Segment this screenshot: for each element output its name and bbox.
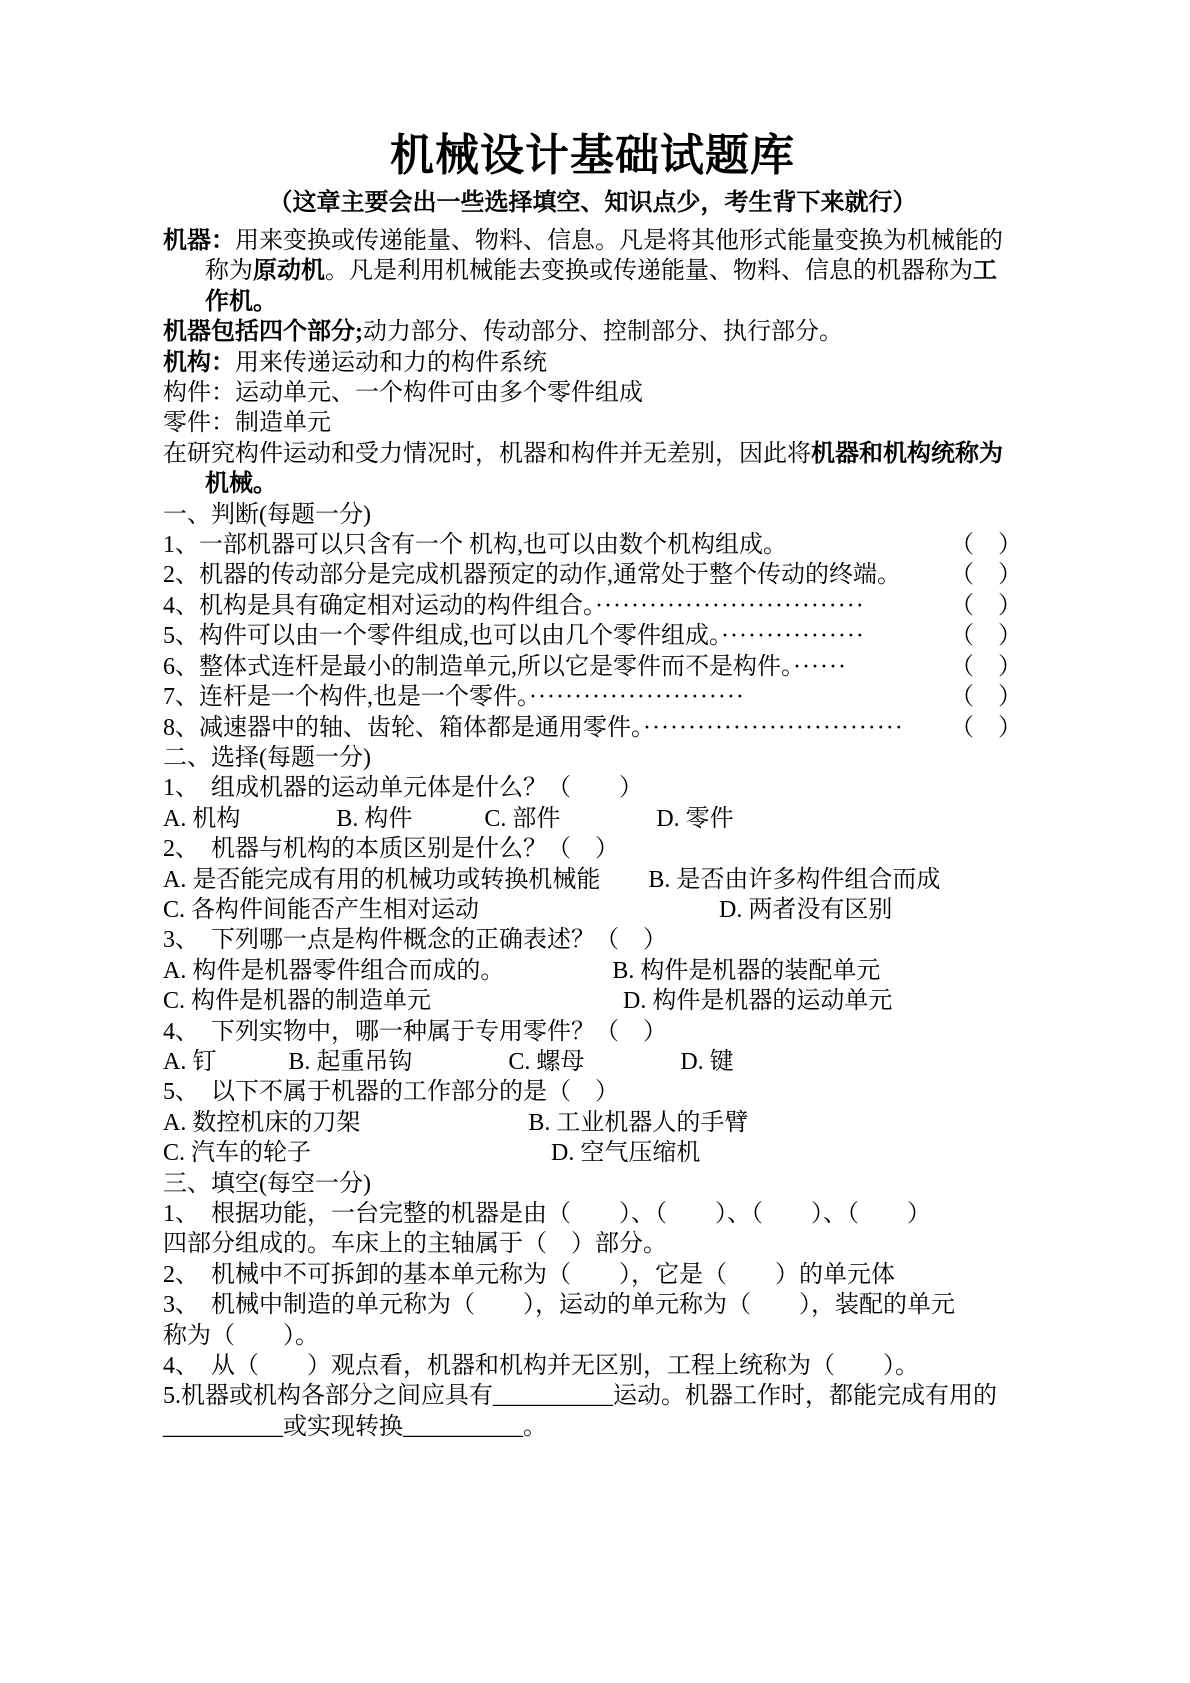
text-line (163, 1412, 1022, 1442)
text-run: 称为（ ）。 (163, 1322, 319, 1349)
line-text (163, 867, 940, 893)
question-line (163, 713, 1022, 743)
line-text (163, 682, 745, 712)
line-text (205, 289, 277, 315)
text-run: 用来变换或传递能量、物料、信息。凡是将其他形式能量变换为机械能的 (235, 228, 1003, 254)
line-text (205, 258, 997, 284)
line-text (163, 927, 667, 953)
bold-text-run: 机器： (163, 228, 235, 254)
text-line (163, 1077, 1022, 1107)
text-line (163, 743, 1022, 773)
text-line (163, 317, 1022, 347)
text-run: 构件：运动单元、一个构件可由多个零件组成 (163, 380, 643, 407)
line-text (163, 1383, 997, 1409)
line-text (163, 380, 643, 406)
text-line (163, 1351, 1022, 1381)
line-text (163, 1323, 319, 1349)
bold-text-run: 机器包括四个部分; (163, 319, 363, 346)
text-line (163, 287, 1022, 317)
answer-bracket: （ ） (950, 562, 1022, 589)
line-text (163, 1231, 667, 1257)
text-line (163, 986, 1022, 1016)
text-run: 零件：制造单元 (163, 410, 331, 437)
line-text (163, 560, 901, 590)
text-run: 5.机器或机构各部分之间应具有__________运动。机器工作时，都能完成有用的 (163, 1383, 997, 1410)
text-line (163, 1138, 1022, 1168)
text-run: C. 汽车的轮子 D. 空气压缩机 (163, 1140, 701, 1167)
text-run: 6、整体式连杆是最小的制造单元,所以它是零件而不是构件。 (163, 653, 793, 680)
text-line (163, 865, 1022, 895)
text-run: C. 构件是机器的制造单元 D. 构件是机器的运动单元 (163, 988, 893, 1015)
line-text (163, 410, 331, 436)
text-run: 4、机构是具有确定相对运动的构件组合。 (163, 592, 595, 619)
text-line (163, 256, 1022, 286)
dot-leader: ····························· (643, 714, 904, 741)
answer-bracket: （ ） (950, 714, 1022, 741)
line-text (163, 1140, 700, 1166)
text-run: 动力部分、传动部分、控制部分、执行部分。 (363, 319, 843, 346)
text-run: A. 是否能完成有用的机械功或转换机械能 B. 是否由许多构件组合而成 (163, 866, 941, 893)
line-text (163, 775, 643, 801)
line-text (163, 350, 547, 376)
answer-bracket: （ ） (950, 623, 1022, 650)
line-text (163, 530, 787, 560)
line-text (163, 591, 865, 621)
text-run: 1、 组成机器的运动单元体是什么？（ ） (163, 775, 643, 802)
text-run: C. 各构件间能否产生相对运动 D. 两者没有区别 (163, 896, 893, 923)
line-text (163, 441, 1003, 467)
line-text (163, 1019, 667, 1045)
text-line (163, 408, 1022, 438)
text-run: 3、 下列哪一点是构件概念的正确表述？（ ） (163, 927, 667, 954)
text-line (163, 1047, 1022, 1077)
text-line (163, 226, 1022, 256)
text-run: 4、 下列实物中，哪一种属于专用零件？（ ） (163, 1018, 667, 1045)
text-run: 。凡是利用机械能去变换或传递能量、物料、信息的机器称为 (325, 258, 973, 285)
text-line (163, 1229, 1022, 1259)
text-line (163, 1169, 1022, 1199)
text-line (163, 804, 1022, 834)
line-text (163, 1079, 619, 1105)
text-run: A. 数控机床的刀架 B. 工业机器人的手臂 (163, 1109, 749, 1136)
text-line (163, 469, 1022, 499)
page-subtitle: （这章主要会出一些选择填空、知识点少，考生背下来就行） (268, 190, 917, 216)
line-text (163, 1292, 955, 1318)
line-text (163, 745, 371, 771)
line-text (163, 806, 734, 832)
text-run: 1、一部机器可以只含有一个 机构,也可以由数个机构组成。 (163, 532, 787, 559)
question-line (163, 530, 1022, 560)
line-text (163, 1049, 734, 1075)
text-line (163, 925, 1022, 955)
text-line (163, 1290, 1022, 1320)
text-run: __________或实现转换__________。 (163, 1413, 547, 1440)
dot-leader: ························ (529, 684, 745, 711)
question-line (163, 652, 1022, 682)
line-text (163, 319, 843, 345)
text-run: 4、 从（ ）观点看，机器和机构并无区别，工程上统称为（ ）。 (163, 1353, 919, 1380)
line-text (163, 652, 847, 682)
text-line (163, 1260, 1022, 1290)
answer-bracket: （ ） (950, 592, 1022, 619)
text-line (163, 378, 1022, 408)
answer-bracket: （ ） (950, 653, 1022, 680)
bold-text-run: 原动机 (253, 258, 325, 285)
text-line (163, 895, 1022, 925)
question-line (163, 591, 1022, 621)
bold-text-run: 作机。 (205, 288, 277, 315)
text-line (163, 1017, 1022, 1047)
text-run: 2、 机械中不可拆卸的基本单元称为（ ），它是（ ）的单元体 (163, 1261, 895, 1288)
text-run: 3、 机械中制造的单元称为（ ），运动的单元称为（ ），装配的单元 (163, 1292, 955, 1319)
text-line (163, 439, 1022, 469)
text-run: 四部分组成的。车床上的主轴属于（ ）部分。 (163, 1231, 667, 1258)
text-line (163, 773, 1022, 803)
line-text (163, 1353, 919, 1379)
answer-bracket: （ ） (950, 532, 1022, 559)
bold-text-run: 机构： (163, 349, 235, 376)
line-text (163, 228, 1003, 254)
line-text (163, 897, 892, 923)
text-run: A. 钉 B. 起重吊钩 C. 螺母 D. 键 (163, 1048, 734, 1075)
line-text (163, 1110, 748, 1136)
question-line (163, 621, 1022, 651)
text-run: 三、填空(每空一分) (163, 1170, 371, 1197)
text-run: 用来传递运动和力的构件系统 (235, 349, 547, 376)
line-text (163, 621, 865, 651)
text-run: 5、构件可以由一个零件组成,也可以由几个零件组成。 (163, 623, 721, 650)
question-line (163, 560, 1022, 590)
text-run: 1、 根据功能，一台完整的机器是由（ ）、（ ）、（ ）、（ ） (163, 1201, 931, 1227)
line-text (163, 836, 619, 862)
bold-text-run: 工 (973, 258, 997, 285)
text-line (163, 1199, 1022, 1229)
text-run: A. 构件是机器零件组合而成的。 B. 构件是机器的装配单元 (163, 957, 881, 984)
line-text (163, 1262, 895, 1288)
line-text (163, 1414, 547, 1440)
text-run: 8、减速器中的轴、齿轮、箱体都是通用零件。 (163, 714, 643, 741)
text-run: 2、 机器与机构的本质区别是什么？（ ） (163, 836, 619, 863)
line-text (163, 1171, 371, 1197)
text-line (163, 1381, 1022, 1411)
text-run: 5、 以下不属于机器的工作部分的是（ ） (163, 1079, 619, 1106)
question-line (163, 682, 1022, 712)
dot-leader: ······ (793, 653, 847, 680)
text-run: 7、连杆是一个构件,也是一个零件。 (163, 684, 529, 711)
text-line (163, 1321, 1022, 1351)
text-line (163, 956, 1022, 986)
line-text (163, 502, 371, 528)
line-text (163, 1201, 931, 1227)
line-text (163, 958, 880, 984)
line-text (163, 988, 892, 1014)
text-line (163, 348, 1022, 378)
text-run: 2、机器的传动部分是完成机器预定的动作,通常处于整个传动的终端。 (163, 562, 901, 589)
text-run: A. 机构 B. 构件 C. 部件 D. 零件 (163, 805, 734, 832)
dot-leader: ················ (721, 623, 865, 650)
text-line (163, 500, 1022, 530)
text-run: 二、选择(每题一分) (163, 744, 371, 771)
dot-leader: ······························ (595, 592, 865, 619)
text-run: 一、判断(每题一分) (163, 501, 371, 528)
page-title: 机械设计基础试题库 (390, 131, 795, 180)
text-run: 称为 (205, 258, 253, 285)
text-line (163, 834, 1022, 864)
document-body (163, 226, 1022, 1442)
bold-text-run: 机器和机构统称为 (811, 440, 1003, 467)
line-text (163, 713, 904, 743)
line-text (205, 471, 277, 497)
answer-bracket: （ ） (950, 684, 1022, 711)
text-run: 在研究构件运动和受力情况时，机器和构件并无差别，因此将 (163, 440, 811, 467)
bold-text-run: 机械。 (205, 471, 277, 498)
text-line (163, 1108, 1022, 1138)
